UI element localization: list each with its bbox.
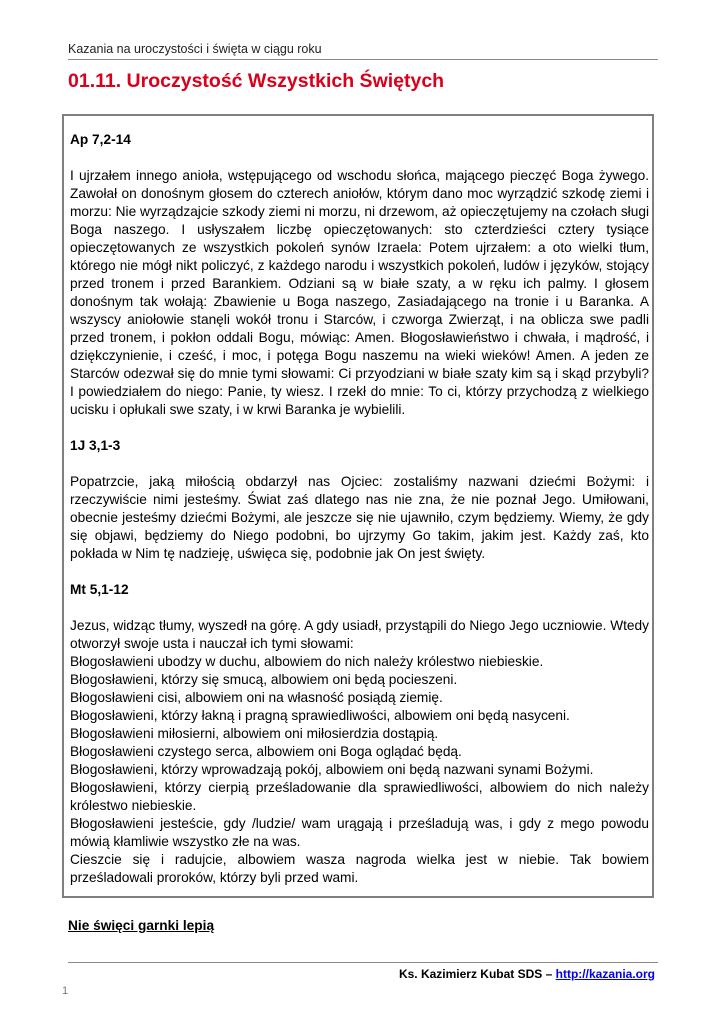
gospel-ref: Mt 5,1-12 [70,582,129,597]
beatitude-line: Błogosławieni, którzy się smucą, albowiem oni będą pocieszeni. [70,672,458,687]
beatitude-line: Błogosławieni miłosierni, albowiem oni miłosierdzia dostąpią. [70,726,439,741]
rejoice-text: Cieszcie się i radujcie, albowiem wasza nagroda wielka jest w niebie. Tak bowiem prześladowali proroków, którzy byli przed wami. [70,852,649,885]
beatitude-line: Błogosławieni ubodzy w duchu, albowiem do nich należy królestwo niebieskie. [70,654,544,669]
beatitude-line: Błogosławieni, którzy wprowadzają pokój, albowiem oni będą nazwani synami Bożymi. [70,762,594,777]
gospel-intro: Jezus, widząc tłumy, wyszedł na górę. A gdy usiadł, przystąpili do Niego Jego uczniowie. Wtedy otworzył swoje usta i nauczał ich tymi słowami: [70,618,649,651]
page-title: 01.11. Uroczystość Wszystkich Świętych [68,70,445,92]
beatitude-insulted: Błogosławieni jesteście, gdy /ludzie/ wam urągają i prześladują was, i gdy z mego powodu mówią kłamliwie wszystko złe na was. [70,816,649,849]
beatitude-line: Błogosławieni cisi, albowiem oni na własność posiądą ziemię. [70,690,443,705]
beatitude-persecuted: Błogosławieni, którzy cierpią prześladowanie dla sprawiedliwości, albowiem do nich należy królestwo niebieskie. [70,780,649,813]
author-name: Ks. Kazimierz Kubat SDS – [398,967,556,981]
website-link[interactable]: http://kazania.org [555,967,655,981]
readings-box [62,114,654,898]
second-reading-text: Popatrzcie, jaką miłością obdarzył nas Ojciec: zostaliśmy nazwani dziećmi Bożymi: i rzeczywiście nimi jesteśmy. Świat zaś dlatego nas nie zna, że nie poznał Jego. Umiłowani, obecnie jesteśmy dziećmi Bożymi, ale jeszcze się nie ujawniło, czym będziemy. Wiemy, że gdy się objawi, będziemy do Niego podobni, bo ujrzymy Go takim, jakim jest. Każdy zaś, kto pokłada w Nim tę nadzieję, uświęca się, podobnie jak On jest święty. [70,474,649,561]
section-heading: Nie święci garnki lepią [68,918,215,933]
footer-author [399,967,655,981]
page-number: 1 [62,985,69,997]
first-reading-ref: Ap 7,2-14 [70,132,131,147]
first-reading-text: I ujrzałem innego anioła, wstępującego od wschodu słońca, mającego pieczęć Boga żywego. Zawołał on donośnym głosem do czterech aniołów, którym dano moc wyrządzić szkodę ziemi i morzu: Nie wyrządzajcie szkody ziemi ni morzu, ni drzewom, aż opieczętujemy na czołach sługi Boga naszego. I usłyszałem liczbę opieczętowanych: sto czterdzieści cztery tysiące opieczętowanych ze wszystkich pokoleń synów Izraela: Potem ujrzałem: a oto wielki tłum, którego nie mógł nikt policzyć, z każdego narodu i wszystkich pokoleń, ludów i języków, stojący przed tronem i przed Barankiem. Odziani są w białe szaty, a w ręku ich palmy. I głosem donośnym tak wołają: Zbawienie u Boga naszego, Zasiadającego na tronie i u Baranka. A wszyscy aniołowie stanęli wokół tronu i Starców, i czworga Zwierząt, i na oblicza swe padli przed tronem, i pokłon oddali Bogu, mówiąc: Amen. Błogosławieństwo i chwała, i mądrość, i dziękczynienie, i cześć, i moc, i potęga Bogu naszemu na wieki wieków! Amen. A jeden ze Starców odezwał się do mnie tymi słowami: Ci przyodziani w białe szaty kim są i skąd przybyli? I powiedziałem do niego: Panie, ty wiesz. I rzekł do mnie: To ci, którzy przychodzą z wielkiego ucisku i opłukali swe szaty, i w krwi Baranka je wybielili. [70,168,649,417]
beatitude-line: Błogosławieni, którzy łakną i pragną sprawiedliwości, albowiem oni będą nasyceni. [70,708,570,723]
footer-divider [68,962,658,963]
header-divider [68,59,658,60]
beatitude-line: Błogosławieni czystego serca, albowiem oni Boga oglądać będą. [70,744,462,759]
second-reading-ref: 1J 3,1-3 [70,438,121,453]
running-header: Kazania na uroczystości i święta w ciągu roku [68,42,322,56]
